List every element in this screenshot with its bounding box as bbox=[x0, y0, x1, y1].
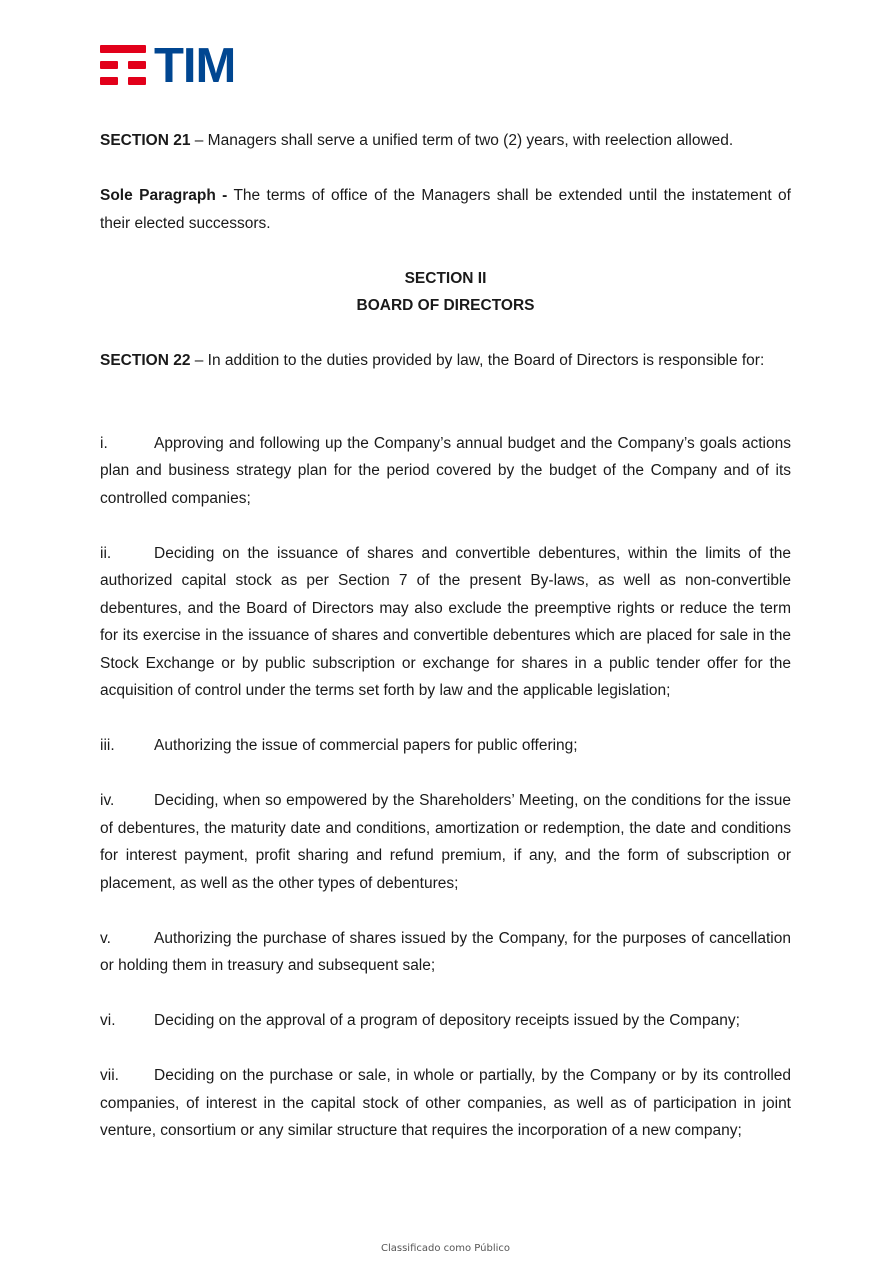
sole-paragraph bbox=[100, 182, 791, 237]
list-item-number: ii. bbox=[100, 544, 112, 562]
section-heading-line2: BOARD OF DIRECTORS bbox=[356, 297, 535, 314]
blank-line bbox=[100, 402, 791, 430]
document-body bbox=[100, 127, 791, 1172]
list-item-number: v. bbox=[100, 929, 111, 947]
sole-paragraph-label: Sole Paragraph - bbox=[100, 187, 228, 204]
section-22-label: SECTION 22 bbox=[100, 352, 191, 369]
sole-paragraph-text: The terms of office of the Managers shall be extended until the instatement of their elected successors. bbox=[100, 187, 791, 232]
list-item bbox=[100, 540, 791, 705]
classification-footer: Classificado como Público bbox=[380, 1243, 511, 1254]
section-heading bbox=[100, 265, 791, 320]
section-21-paragraph bbox=[100, 127, 791, 155]
section-heading-line1: SECTION II bbox=[404, 269, 487, 287]
list-item-number: vi. bbox=[100, 1012, 116, 1029]
tim-logo-text: TIM bbox=[154, 39, 236, 93]
section-21-text: – Managers shall serve a unified term of two (2) years, with reelection allowed. bbox=[190, 132, 734, 149]
list-item bbox=[100, 430, 791, 513]
list-item-text: Deciding on the approval of a program of depository receipts issued by the Company; bbox=[154, 1012, 740, 1029]
tim-logo bbox=[100, 39, 250, 93]
list-item bbox=[100, 1062, 791, 1145]
list-item-number: iv. bbox=[100, 792, 115, 809]
list-item-number: vii. bbox=[100, 1067, 119, 1084]
list-item-text: Approving and following up the Company’s annual budget and the Company’s goals actions plan and business strategy plan for the period covered by the budget of the Company and of its controlled companies; bbox=[100, 434, 791, 507]
list-item-number: i. bbox=[100, 434, 108, 452]
list-item-text: Deciding, when so empowered by the Shareholders’ Meeting, on the conditions for the issue of debentures, the maturity date and conditions, amortization or redemption, the date and conditions for interest payment, profit sharing and refund premium, if any, and the form of subscription or placement, as well as the other types of debentures; bbox=[100, 792, 791, 892]
list-item-text: Authorizing the purchase of shares issued by the Company, for the purposes of cancellation or holding them in treasury and subsequent sale; bbox=[100, 929, 791, 974]
tim-logo-mark-icon bbox=[100, 45, 148, 87]
list-item-number: iii. bbox=[100, 737, 115, 754]
list-item-text: Authorizing the issue of commercial papers for public offering; bbox=[154, 737, 578, 754]
list-item bbox=[100, 787, 791, 897]
list-item bbox=[100, 732, 791, 760]
list-item bbox=[100, 1007, 791, 1035]
section-21-label: SECTION 21 bbox=[100, 132, 191, 149]
section-22-paragraph bbox=[100, 347, 791, 375]
list-item-text: Deciding on the issuance of shares and convertible debentures, within the limits of the authorized capital stock as per Section 7 of the present By-laws, as well as non-convertible debentures, and the Board of Directors may also exclude the preemptive rights or reduce the term for its exercise in the issuance of shares and convertible debentures which are placed for sale in the Stock Exchange or by public subscription or exchange for shares in a public tender offer for the acquisition of control under the terms set forth by law and the applicable legislation; bbox=[100, 544, 791, 699]
section-22-text: – In addition to the duties provided by law, the Board of Directors is responsible for: bbox=[190, 352, 765, 369]
list-item-text: Deciding on the purchase or sale, in whole or partially, by the Company or by its controlled companies, of interest in the capital stock of other companies, as well as of participation in joint venture, consortium or any similar structure that requires the incorporation of a new company; bbox=[100, 1067, 791, 1139]
list-item bbox=[100, 925, 791, 980]
